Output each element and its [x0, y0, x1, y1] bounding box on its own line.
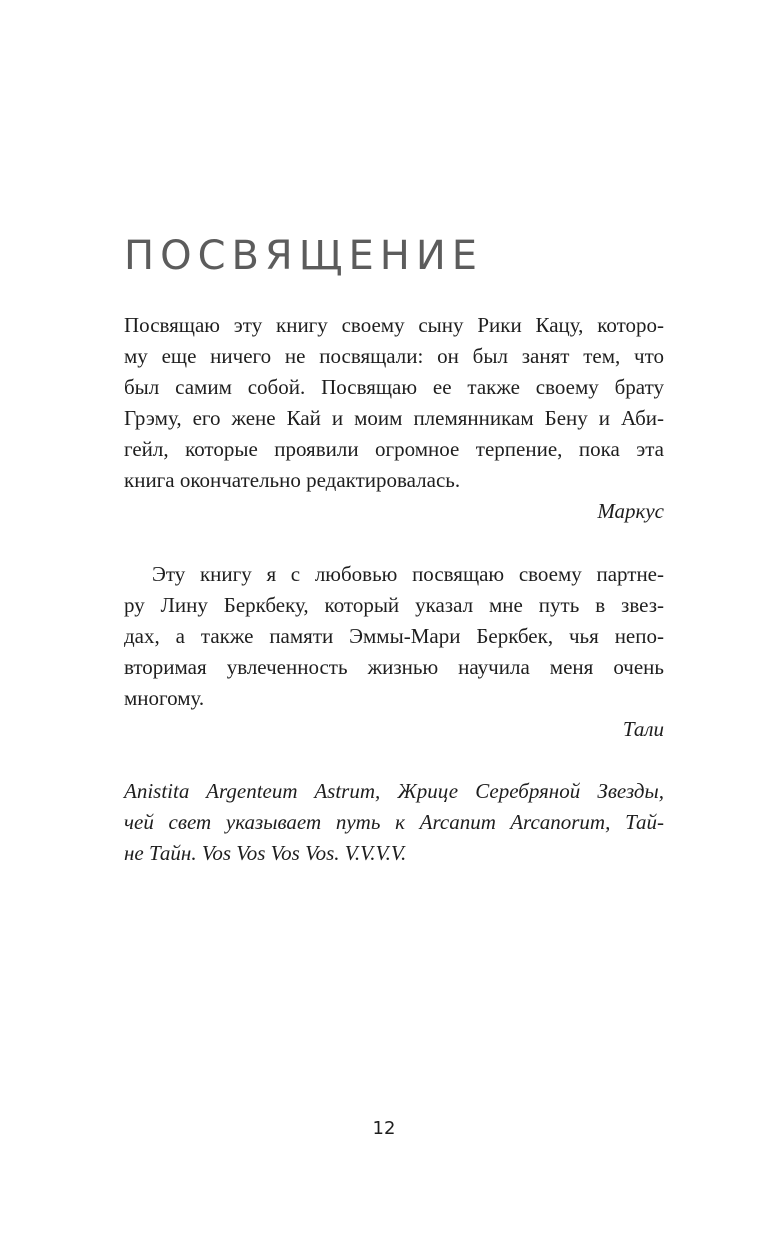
- text-line: ру Лину Беркбеку, который указал мне путь в звез-: [124, 593, 664, 617]
- text-line: книга окончательно редактировалась.: [124, 468, 461, 492]
- text-line: Грэму, его жене Кай и моим племянникам Бену и Аби-: [124, 406, 664, 430]
- text-line: не Тайн. Vos Vos Vos Vos. V.V.V.V.: [124, 841, 407, 865]
- dedication-tali: [124, 559, 664, 745]
- text-line: му еще ничего не посвящали: он был занят тем, что: [124, 344, 664, 368]
- text-line: многому.: [124, 686, 205, 710]
- text-line: был самим собой. Посвящаю ее также своему брату: [124, 375, 664, 399]
- text-line: Посвящаю эту книгу своему сыну Рики Кацу, которо-: [124, 313, 664, 337]
- page-number: 12: [372, 1118, 396, 1139]
- signature-markus: Маркус: [597, 499, 664, 523]
- page-title: ПОСВЯЩЕНИЕ: [124, 233, 484, 279]
- text-line: Эту книгу я с любовью посвящаю своему партне-: [152, 562, 664, 586]
- dedication-markus: [124, 310, 664, 527]
- dedication-astrum: [124, 776, 664, 869]
- text-line: Anistita Argenteum Astrum, Жрице Серебряной Звезды,: [124, 779, 664, 803]
- text-line: гейл, которые проявили огромное терпение, пока эта: [124, 437, 664, 461]
- signature-tali: Тали: [622, 717, 664, 741]
- text-line: вторимая увлеченность жизнью научила меня очень: [124, 655, 664, 679]
- text-line: дах, а также памяти Эммы-Мари Беркбек, чья непо-: [124, 624, 664, 648]
- text-line: чей свет указывает путь к Arcanum Arcanorum, Тай-: [124, 810, 664, 834]
